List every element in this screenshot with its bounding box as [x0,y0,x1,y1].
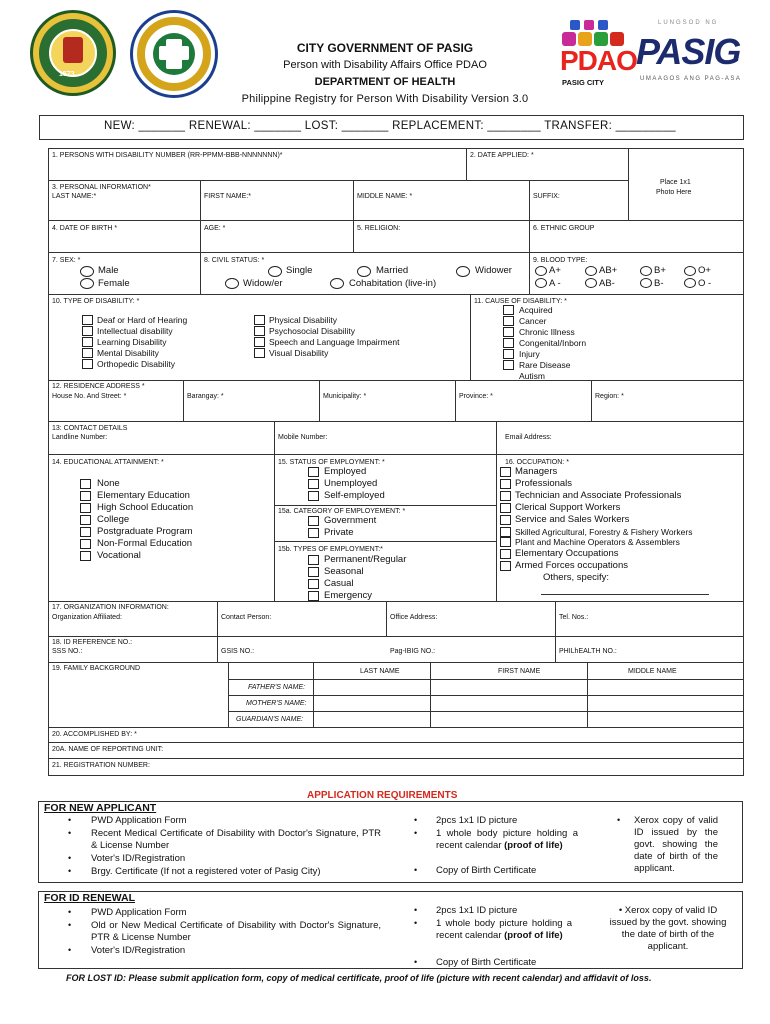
new-req-5: 2pcs 1x1 ID picture [436,815,518,826]
bullet-icon: • [68,828,72,838]
widower-label: Widower [475,265,512,276]
cause-checkbox-congenital[interactable] [503,338,514,348]
cause-label-acquired: Acquired [519,305,553,315]
pwd-number-label: 1. PERSONS WITH DISABILITY NUMBER (RR-PPMM-BBB-NNNNNNN)* [52,152,283,159]
renew-req-7 [606,905,730,953]
widow-label: Widow/er [243,278,283,289]
cause-label-injury: Injury [519,349,540,359]
col-middle-name: MIDDLE NAME [628,668,677,675]
new-req-2: Recent Medical Certificate of Disability with Doctor's Signature, PTR & License Number [91,828,381,851]
disability-checkbox-intellectual[interactable] [82,326,93,336]
organization-label: 17. ORGANIZATION INFORMATION: [52,604,169,611]
married-label: Married [376,265,409,276]
occupation-label-managers: Managers [515,466,558,477]
employment-label-employed: Employed [324,466,367,477]
renew-req-5-text: 1 whole body picture holding a recent calendar [436,918,572,941]
education-label-postgrad: Postgraduate Program [97,526,193,537]
renew-req-5 [436,918,572,942]
disability-label-intellectual: Intellectual disability [97,326,173,336]
occupation-label-professionals: Professionals [515,478,573,489]
renew-req-3: Voter's ID/Registration [91,945,186,956]
education-checkbox-vocational[interactable] [80,551,91,561]
suffix-label: SUFFIX: [533,193,560,200]
pdao-logo-text: PDAO [560,45,637,76]
new-req-8: Xerox copy of valid ID issued by the govt. showing the date of birth of the applicant. [634,815,718,874]
education-label: 14. EDUCATIONAL ATTAINMENT: * [52,459,164,466]
types-label-seasonal: Seasonal [324,566,364,577]
category-checkbox-private[interactable] [308,528,319,538]
disability-checkbox-learning[interactable] [82,337,93,347]
accomplished-by-label: 20. ACCOMPLISHED BY: * [52,731,137,738]
photo-label-1: Place 1x1 [660,179,691,186]
blood-b-minus-label: B- [654,278,664,289]
reporting-unit-label: 20A. NAME OF REPORTING UNIT: [52,746,164,753]
cause-checkbox-chronic[interactable] [503,327,514,337]
first-name-label: FIRST NAME:* [204,193,251,200]
disability-label-learning: Learning Disability [97,337,167,347]
bullet-icon: • [414,828,418,838]
personal-info-label: 3. PERSONAL INFORMATION* [52,184,151,191]
occupation-checkbox-professionals[interactable] [500,479,511,489]
male-label: Male [98,265,119,276]
col-first-name: FIRST NAME [498,668,541,675]
renew-req-4: 2pcs 1x1 ID picture [436,905,518,916]
occupation-others-line[interactable] [541,594,709,595]
sss-label: SSS NO.: [52,648,83,655]
blood-a-minus-label: A - [549,278,561,289]
married-radio[interactable] [357,266,371,277]
civil-status-label: 8. CIVIL STATUS: * [204,257,265,264]
cause-label-congenital: Congenital/Inborn [519,338,587,348]
municipality-label: Municipality: * [323,393,367,400]
category-label-private: Private [324,527,354,538]
cause-label-cancer: Cancer [519,316,547,326]
requirements-title: APPLICATION REQUIREMENTS [307,790,458,801]
cause-label-autism: Autism [519,371,545,381]
bullet-icon: • [414,905,418,915]
types-label-emergency: Emergency [324,590,373,601]
disability-checkbox-psychosocial[interactable] [254,326,265,336]
cause-checkbox-rare[interactable] [503,360,514,370]
disability-label-mental: Mental Disability [97,348,159,358]
blood-a-plus[interactable] [535,266,547,276]
cause-checkbox-cancer[interactable] [503,316,514,326]
dob-label: 4. DATE OF BIRTH * [52,225,118,232]
age-label: AGE: * [204,225,226,232]
employment-checkbox-unemployed[interactable] [308,479,319,489]
new-req-6 [436,828,578,852]
new-req-6-text: 1 whole body picture holding a recent calendar [436,828,578,851]
disability-label-psychosocial: Psychosocial Disability [269,326,355,336]
employment-label-self: Self-employed [324,490,385,501]
lost-id-note: FOR LOST ID: Please submit application form, copy of medical certificate, proof of life (picture with recent calendar) and affidavit of loss. [66,973,652,983]
occupation-label-elementary: Elementary Occupations [515,548,619,559]
mother-name-label: MOTHER'S NAME: [246,700,307,707]
types-checkbox-seasonal[interactable] [308,567,319,577]
occupation-checkbox-technician[interactable] [500,491,511,501]
renew-req-2: Old or New Medical Certificate of Disability with Doctor's Signature, PTR & License Number [91,920,381,943]
occupation-checkbox-clerical[interactable] [500,503,511,513]
religion-label: 5. RELIGION: [357,225,401,232]
education-label-vocational: Vocational [97,550,141,561]
types-checkbox-permanent[interactable] [308,555,319,565]
pdao-logo [560,18,637,90]
blood-a-minus[interactable] [535,278,547,288]
region-label: Region: * [595,393,624,400]
pasig-logo [636,20,746,92]
residence-label: 12. RESIDENCE ADDRESS * [52,383,145,390]
types-checkbox-casual[interactable] [308,579,319,589]
blood-ab-plus[interactable] [585,266,597,276]
types-label-permanent: Permanent/Regular [324,554,407,565]
occupation-label-plant: Plant and Machine Operators & Assemblers [515,537,680,547]
occupation-label-clerical: Clerical Support Workers [515,502,621,513]
disability-label-deaf: Deaf or Hard of Hearing [97,315,188,325]
widower-radio[interactable] [456,266,470,277]
occupation-checkbox-service[interactable] [500,515,511,525]
office-title: Person with Disability Affairs Office PDAO [283,59,487,71]
blood-o-plus-label: O+ [698,265,711,276]
father-name-label: FATHER'S NAME: [248,684,306,691]
education-label-highschool: High School Education [97,502,194,513]
blood-b-minus[interactable] [640,278,652,288]
education-label-college: College [97,514,130,525]
disability-checkbox-orthopedic[interactable] [82,359,93,369]
bullet-icon: • [68,866,72,876]
sex-label: 7. SEX: * [52,257,81,264]
occupation-label: 16. OCCUPATION: * [505,459,569,466]
registration-number-label: 21. REGISTRATION NUMBER: [52,762,150,769]
employment-label-unemployed: Unemployed [324,478,378,489]
blood-o-plus[interactable] [684,266,696,276]
occupation-label-service: Service and Sales Workers [515,514,630,525]
education-checkbox-postgrad[interactable] [80,527,91,537]
registry-title: Philippine Registry for Person With Disability Version 3.0 [241,93,529,105]
occupation-checkbox-skilled[interactable] [500,527,511,537]
single-label: Single [286,265,313,276]
pagibig-label: Pag-IBIG NO.: [390,648,436,655]
barangay-label: Barangay: * [187,393,224,400]
blood-b-plus-label: B+ [654,265,666,276]
blood-type-label: 9. BLOOD TYPE: [533,257,588,264]
family-background-label: 19. FAMILY BACKGROUND [52,665,141,672]
education-checkbox-college[interactable] [80,515,91,525]
bullet-icon: • [414,918,418,928]
renewal-title: FOR ID RENEWAL [44,892,135,904]
bullet-icon: • [68,853,72,863]
date-applied-label: 2. DATE APPLIED: * [470,152,534,159]
disability-checkbox-physical[interactable] [254,315,265,325]
dept-title: DEPARTMENT OF HEALTH [314,76,456,88]
education-label-nonformal: Non-Formal Education [97,538,193,549]
application-type[interactable]: NEW: _______ RENEWAL: _______ LOST: _______ REPLACEMENT: ________ TRANSFER: _________ [104,120,676,132]
province-label: Province: * [459,393,493,400]
cohabitation-label: Cohabitation (live-in) [349,278,437,289]
renew-req-5-proof: (proof of life) [504,930,563,941]
education-checkbox-nonformal[interactable] [80,539,91,549]
education-checkbox-elementary[interactable] [80,491,91,501]
contact-label: 13: CONTACT DETAILS [52,425,128,432]
occupation-checkbox-elementary[interactable] [500,549,511,559]
blood-a-plus-label: A+ [549,265,561,276]
cause-label-chronic: Chronic Illness [519,327,575,337]
bullet-icon: • [414,865,418,875]
new-req-6-proof: (proof of life) [504,840,563,851]
bullet-icon: • [414,957,418,967]
employment-checkbox-employed[interactable] [308,467,319,477]
pasig-logo-tagline: UMAAGOS ANG PAG-ASA [640,76,742,82]
bullet-icon: • [68,945,72,955]
single-radio[interactable] [268,266,282,277]
col-last-name: LAST NAME [360,668,400,675]
female-radio[interactable] [80,278,94,289]
tel-label: Tel. Nos.: [559,614,589,621]
contact-person-label: Contact Person: [221,614,272,621]
id-reference-label: 18. ID REFERENCE NO.: [52,639,133,646]
pasig-logo-text: PASIG [636,31,741,72]
disability-checkbox-visual[interactable] [254,348,265,358]
employment-types-label: 15b. TYPES OF EMPLOYMENT:* [278,546,383,553]
bullet-icon: • [68,907,72,917]
cause-of-disability-label: 11. CAUSE OF DISABILITY: * [474,298,567,305]
blood-ab-minus-label: AB- [599,278,615,289]
type-of-disability-label: 10. TYPE OF DISABILITY: * [52,298,140,305]
pdao-logo-sub: PASIG CITY [562,78,604,87]
renew-req-7-text: Xerox copy of valid ID issued by the govt. showing the date of birth of the applicant. [609,905,727,952]
cohabitation-radio[interactable] [330,278,344,289]
renew-req-6: Copy of Birth Certificate [436,957,537,968]
disability-checkbox-speech[interactable] [254,337,265,347]
occupation-label-skilled: Skilled Agricultural, Forestry & Fishery Workers [515,527,693,537]
disability-checkbox-mental[interactable] [82,348,93,358]
category-label-government: Government [324,515,377,526]
new-applicant-title: FOR NEW APPLICANT [44,802,157,814]
philhealth-label: PHILhEALTH NO.: [559,648,617,655]
occupation-checkbox-armed[interactable] [500,561,511,571]
bullet-icon: • [617,815,621,825]
types-checkbox-emergency[interactable] [308,591,319,601]
types-label-casual: Casual [324,578,354,589]
photo-label-2: Photo Here [656,189,692,196]
education-checkbox-none[interactable] [80,479,91,489]
occupation-others-label: Others, specify: [543,572,609,583]
employment-category-label: 15a. CATEGORY OF EMPLOYEMENT: * [278,508,406,515]
bullet-icon: • [68,815,72,825]
blood-ab-minus[interactable] [585,278,597,288]
cause-label-rare: Rare Disease [519,360,571,370]
occupation-checkbox-managers[interactable] [500,467,511,477]
bullet-icon: • [68,920,72,930]
education-label-none: None [97,478,120,489]
guardian-name-label: GUARDIAN'S NAME: [236,716,304,723]
pasig-seal [30,10,116,96]
blood-ab-plus-label: AB+ [599,265,618,276]
disability-label-speech: Speech and Language Impairment [269,337,400,347]
blood-o-minus[interactable] [684,278,696,288]
bullet-icon: • [618,905,625,916]
category-checkbox-government[interactable] [308,516,319,526]
employment-status-label: 15. STATUS OF EMPLOYMENT: * [278,459,385,466]
disability-label-orthopedic: Orthopedic Disability [97,359,175,369]
ethnic-group-label: 6. ETHNIC GROUP [533,225,595,232]
cause-checkbox-injury[interactable] [503,349,514,359]
cause-checkbox-acquired[interactable] [503,305,514,315]
new-req-1: PWD Application Form [91,815,187,826]
house-label: House No. And Street: * [52,393,127,400]
mobile-label: Mobile Number: [278,434,328,441]
male-radio[interactable] [80,266,94,277]
bullet-icon: • [414,815,418,825]
disability-label-physical: Physical Disability [269,315,338,325]
disability-label-visual: Visual Disability [269,348,329,358]
blood-o-minus-label: O - [698,278,712,289]
employment-checkbox-self[interactable] [308,491,319,501]
last-name-label: LAST NAME:* [52,193,97,200]
disability-checkbox-deaf[interactable] [82,315,93,325]
gsis-label: GSIS NO.: [221,648,255,655]
widow-radio[interactable] [225,278,239,289]
new-req-4: Brgy. Certificate (If not a registered voter of Pasig City) [91,866,321,877]
new-req-3: Voter's ID/Registration [91,853,186,864]
occupation-checkbox-plant[interactable] [500,537,511,547]
occupation-label-armed: Armed Forces occupations [515,560,628,571]
email-label: Email Address: [505,434,552,441]
renew-req-1: PWD Application Form [91,907,187,918]
education-label-elementary: Elementary Education [97,490,190,501]
pasig-logo-top: LUNGSOD NG [658,20,719,26]
organization-affiliated-label: Organization Affiliated: [52,614,122,621]
landline-label: Landline Number: [52,434,108,441]
education-checkbox-highschool[interactable] [80,503,91,513]
city-title: CITY GOVERNMENT OF PASIG [296,41,474,55]
occupation-label-technician: Technician and Associate Professionals [515,490,682,501]
new-req-7: Copy of Birth Certificate [436,865,537,876]
female-label: Female [98,278,130,289]
middle-name-label: MIDDLE NAME: * [357,193,413,200]
office-address-label: Office Address: [390,614,438,621]
blood-b-plus[interactable] [640,266,652,276]
pasig-seal-year: 1573 [59,71,75,78]
